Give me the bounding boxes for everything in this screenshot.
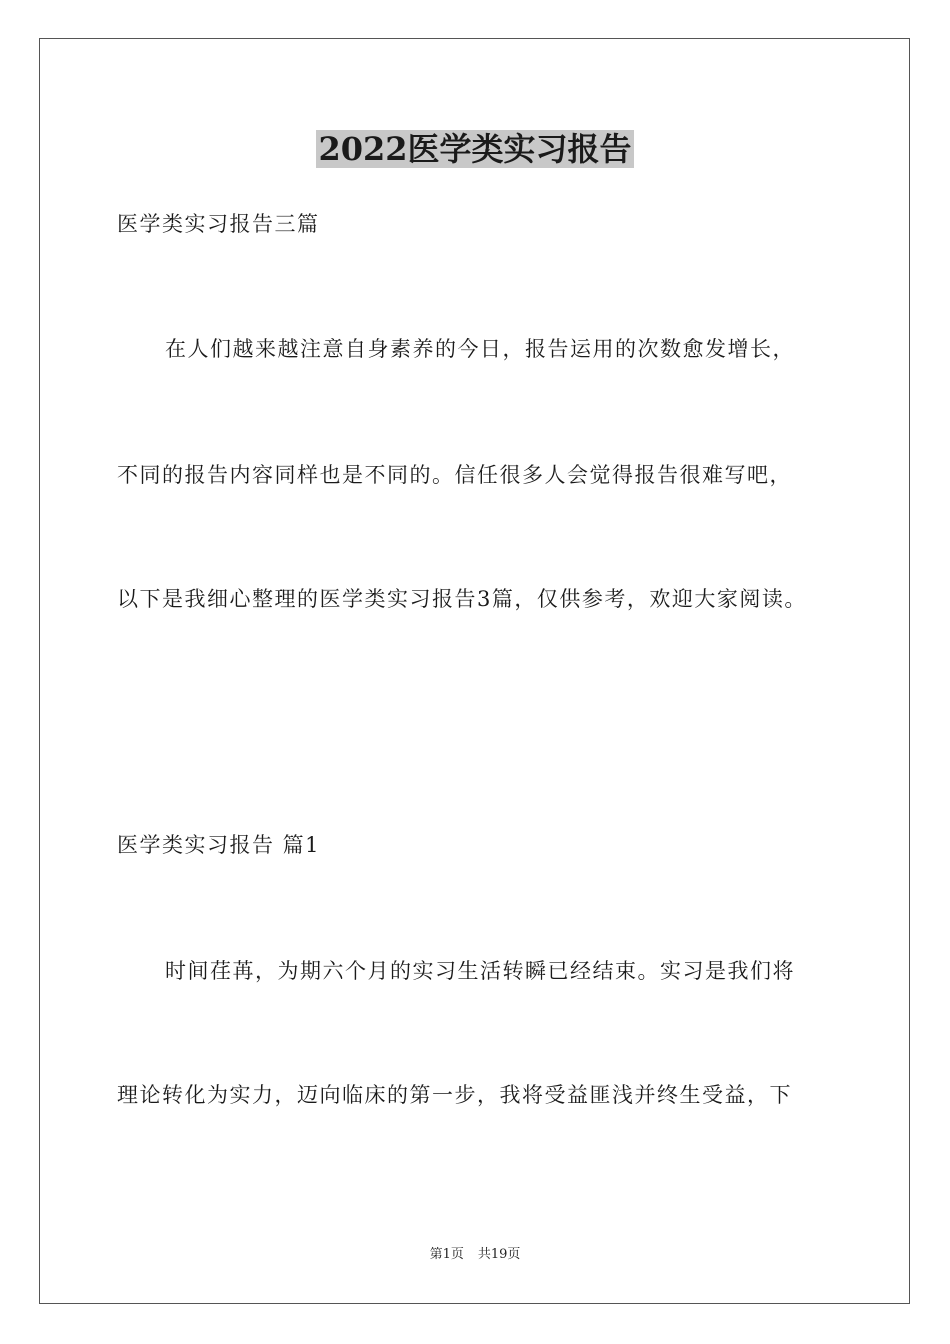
intro-line-3: 以下是我细心整理的医学类实习报告3篇，仅供参考，欢迎大家阅读。 — [117, 587, 807, 611]
document-title-text: 2022医学类实习报告 — [318, 130, 632, 168]
section-heading: 医学类实习报告 篇1 — [117, 833, 321, 857]
page-footer — [0, 1246, 950, 1264]
intro-line-1: 在人们越来越注意自身素养的今日，报告运用的次数愈发增长， — [165, 337, 795, 361]
document-subtitle: 医学类实习报告三篇 — [117, 212, 320, 236]
page-total: 共19页 — [477, 1247, 521, 1262]
intro-line-2: 不同的报告内容同样也是不同的。信任很多人会觉得报告很难写吧， — [117, 463, 792, 487]
section-line-1: 时间荏苒，为期六个月的实习生活转瞬已经结束。实习是我们将 — [165, 959, 795, 983]
page-number: 第1页 — [429, 1247, 464, 1262]
document-title — [0, 126, 950, 172]
section-line-2: 理论转化为实力，迈向临床的第一步，我将受益匪浅并终生受益，下 — [117, 1083, 792, 1107]
